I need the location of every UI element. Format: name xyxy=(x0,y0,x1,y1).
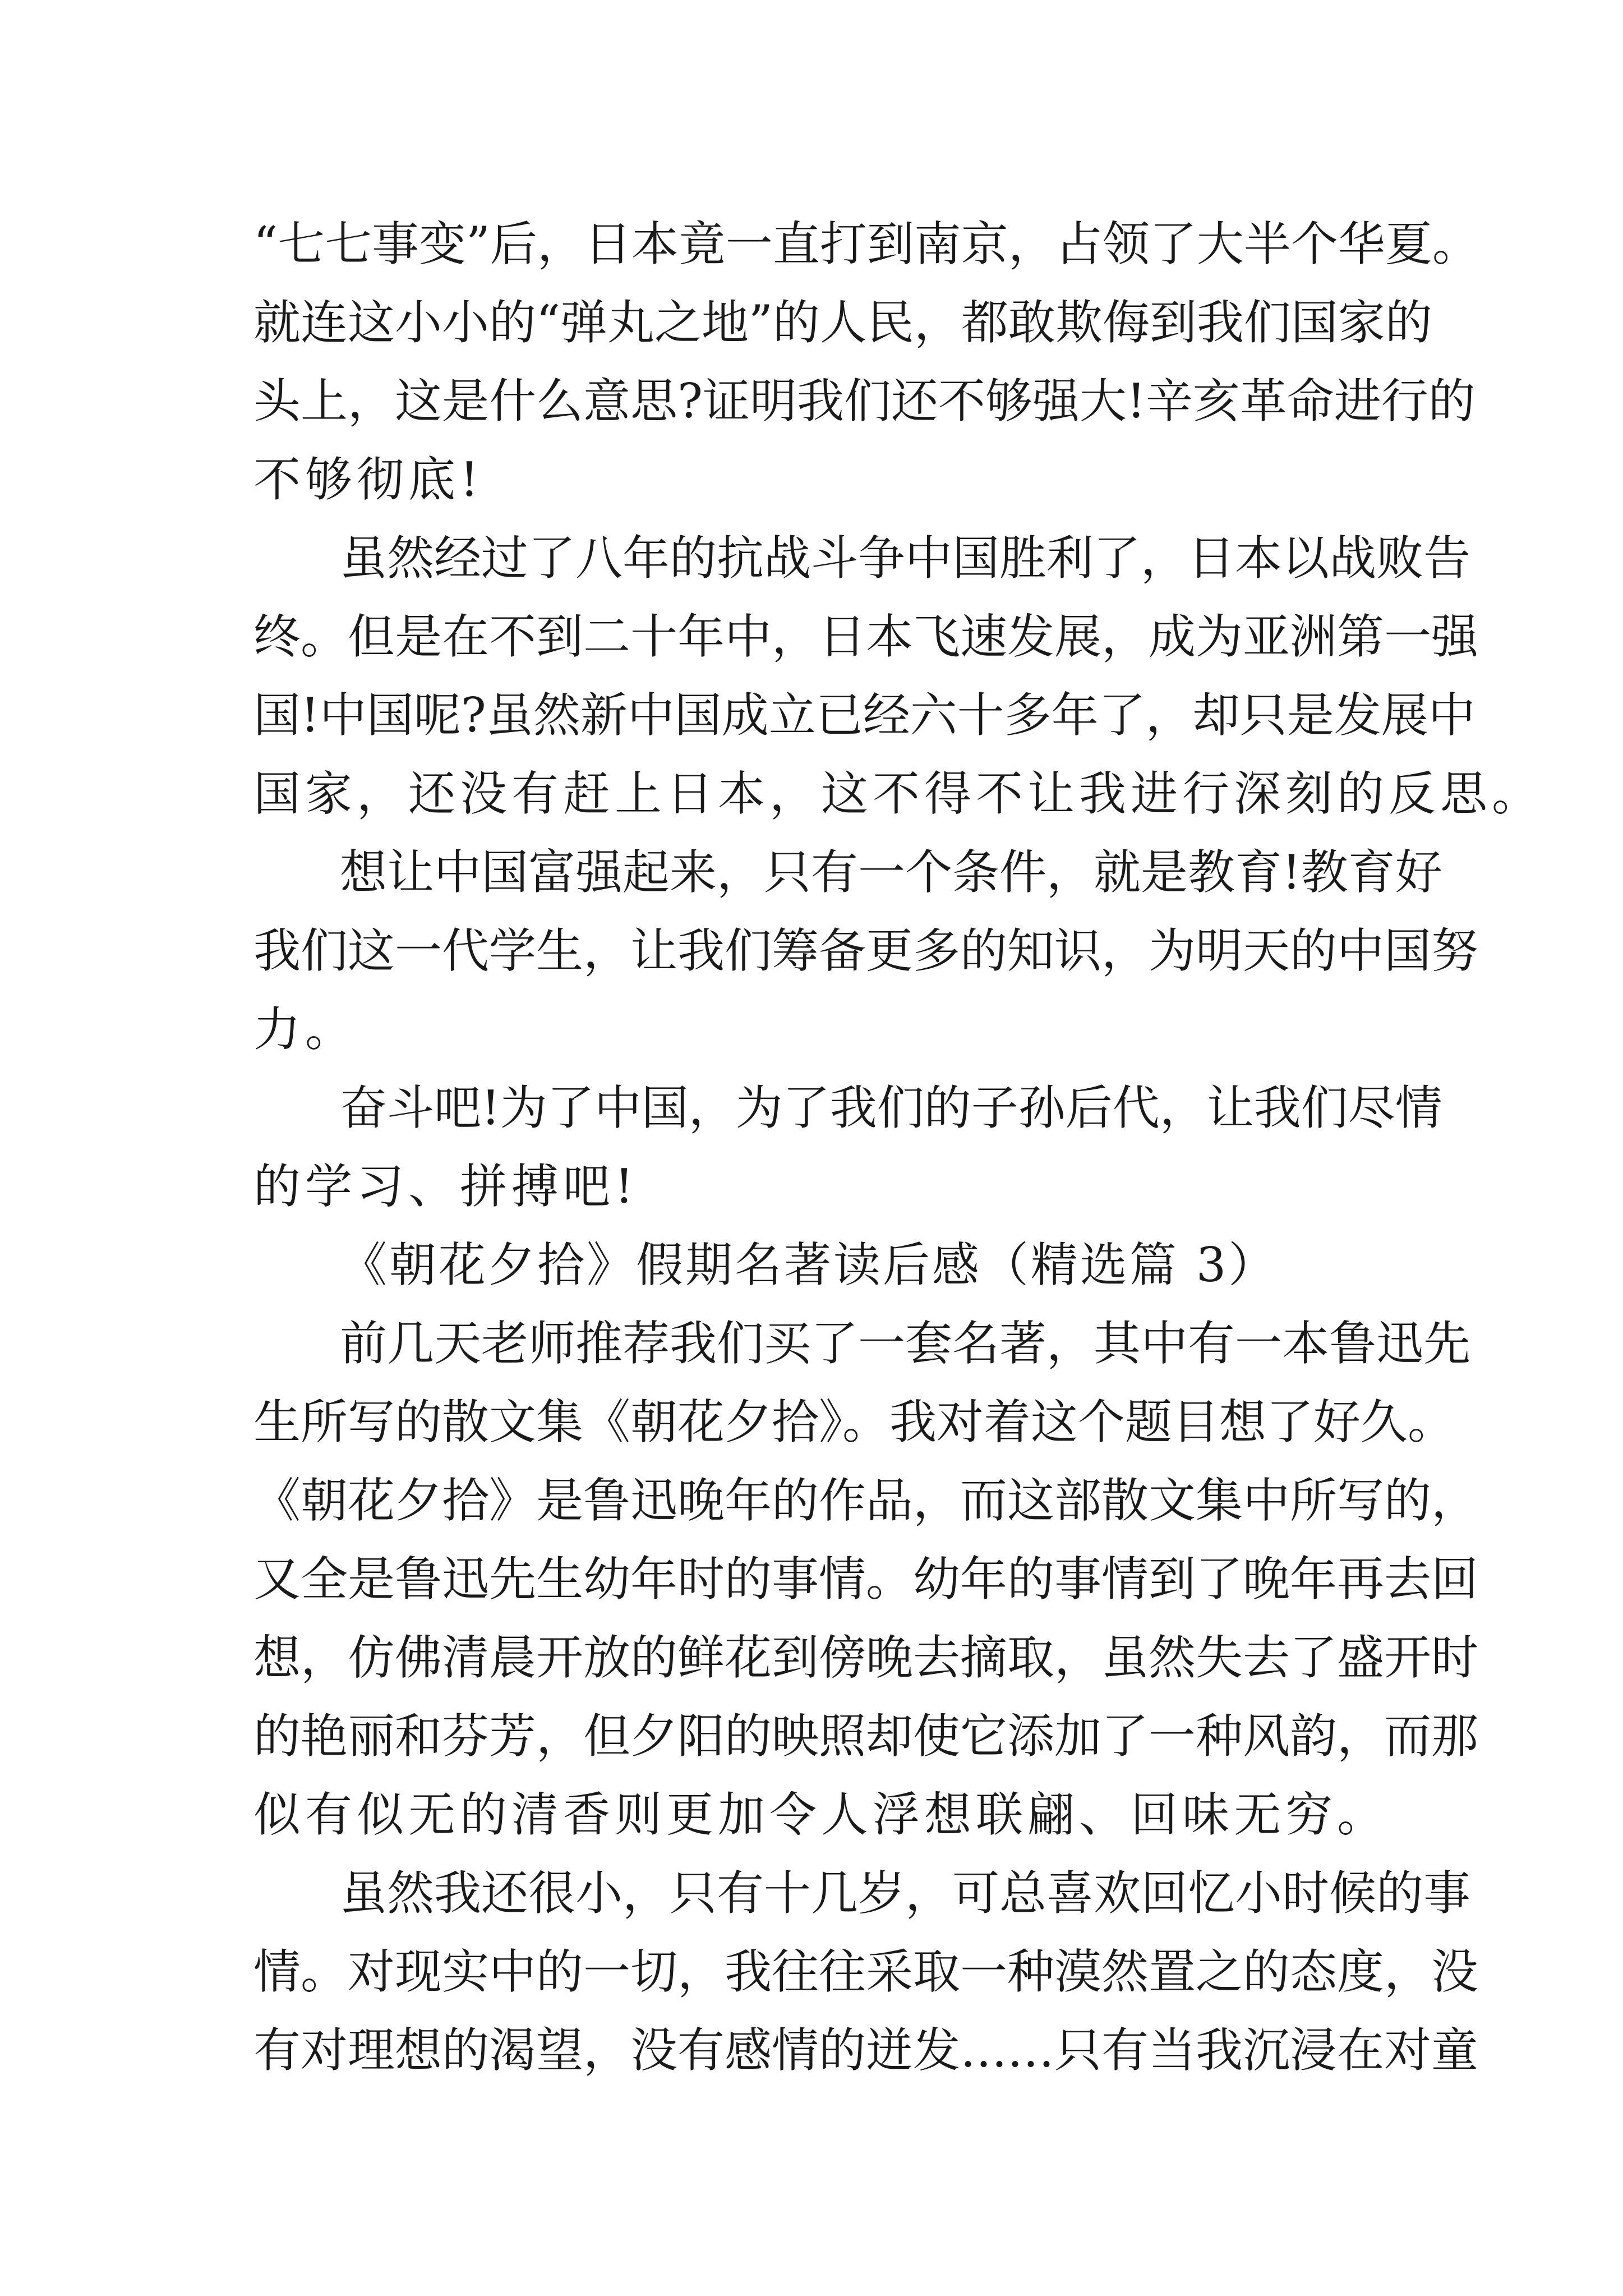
text-line-13: 的学习、拼搏吧! xyxy=(253,1159,638,1214)
text-line-1: “七七事变”后，日本竟一直打到南京，占领了大半个华夏。 xyxy=(253,217,1479,272)
text-line-10: 我们这一代学生，让我们筹备更多的知识，为明天的中国努 xyxy=(253,923,1479,978)
text-line-22: 虽然我还很小，只有十几岁，可总喜欢回忆小时候的事 xyxy=(340,1866,1471,1921)
text-line-15: 前几天老师推荐我们买了一套名著，其中有一本鲁迅先 xyxy=(340,1316,1471,1371)
text-line-7: 国!中国呢?虽然新中国成立已经六十多年了，却只是发展中 xyxy=(253,688,1476,743)
text-line-12: 奋斗吧!为了中国，为了我们的子孙后代，让我们尽情 xyxy=(340,1080,1442,1135)
text-line-11: 力。 xyxy=(253,1002,357,1057)
text-line-6: 终。但是在不到二十年中，日本飞速发展，成为亚洲第一强 xyxy=(253,609,1479,664)
text-line-5: 虽然经过了八年的抗战斗争中国胜利了，日本以战败告 xyxy=(340,531,1471,586)
text-line-8: 国家，还没有赶上日本，这不得不让我进行深刻的反思。 xyxy=(253,766,1544,821)
text-line-17: 《朝花夕拾》是鲁迅晚年的作品，而这部散文集中所写的， xyxy=(253,1473,1479,1528)
text-line-20: 的艳丽和芬芳，但夕阳的映照却使它添加了一种风韵，而那 xyxy=(253,1709,1479,1764)
text-line-4: 不够彻底! xyxy=(253,452,483,507)
text-line-21: 似有似无的清香则更加令人浮想联翩、回味无穷。 xyxy=(253,1787,1389,1842)
text-line-18: 又全是鲁迅先生幼年时的事情。幼年的事情到了晚年再去回 xyxy=(253,1552,1479,1607)
text-line-3: 头上，这是什么意思?证明我们还不够强大!辛亥革命进行的 xyxy=(253,374,1476,429)
text-line-2: 就连这小小的“弹丸之地”的人民，都敢欺侮到我们国家的 xyxy=(253,295,1432,350)
text-line-9: 想让中国富强起来，只有一个条件，就是教育!教育好 xyxy=(340,845,1442,900)
text-line-16: 生所写的散文集《朝花夕拾》。我对着这个题目想了好久。 xyxy=(253,1395,1455,1450)
text-line-23: 情。对现实中的一切，我往往采取一种漠然置之的态度，没 xyxy=(253,1944,1479,1999)
text-line-19: 想，仿佛清晨开放的鲜花到傍晚去摘取，虽然失去了盛开时 xyxy=(253,1630,1479,1685)
section-heading: 《朝花夕拾》假期名著读后感（精选篇 3） xyxy=(340,1237,1278,1292)
text-line-24: 有对理想的渴望，没有感情的迸发……只有当我沉浸在对童 xyxy=(253,2023,1479,2078)
